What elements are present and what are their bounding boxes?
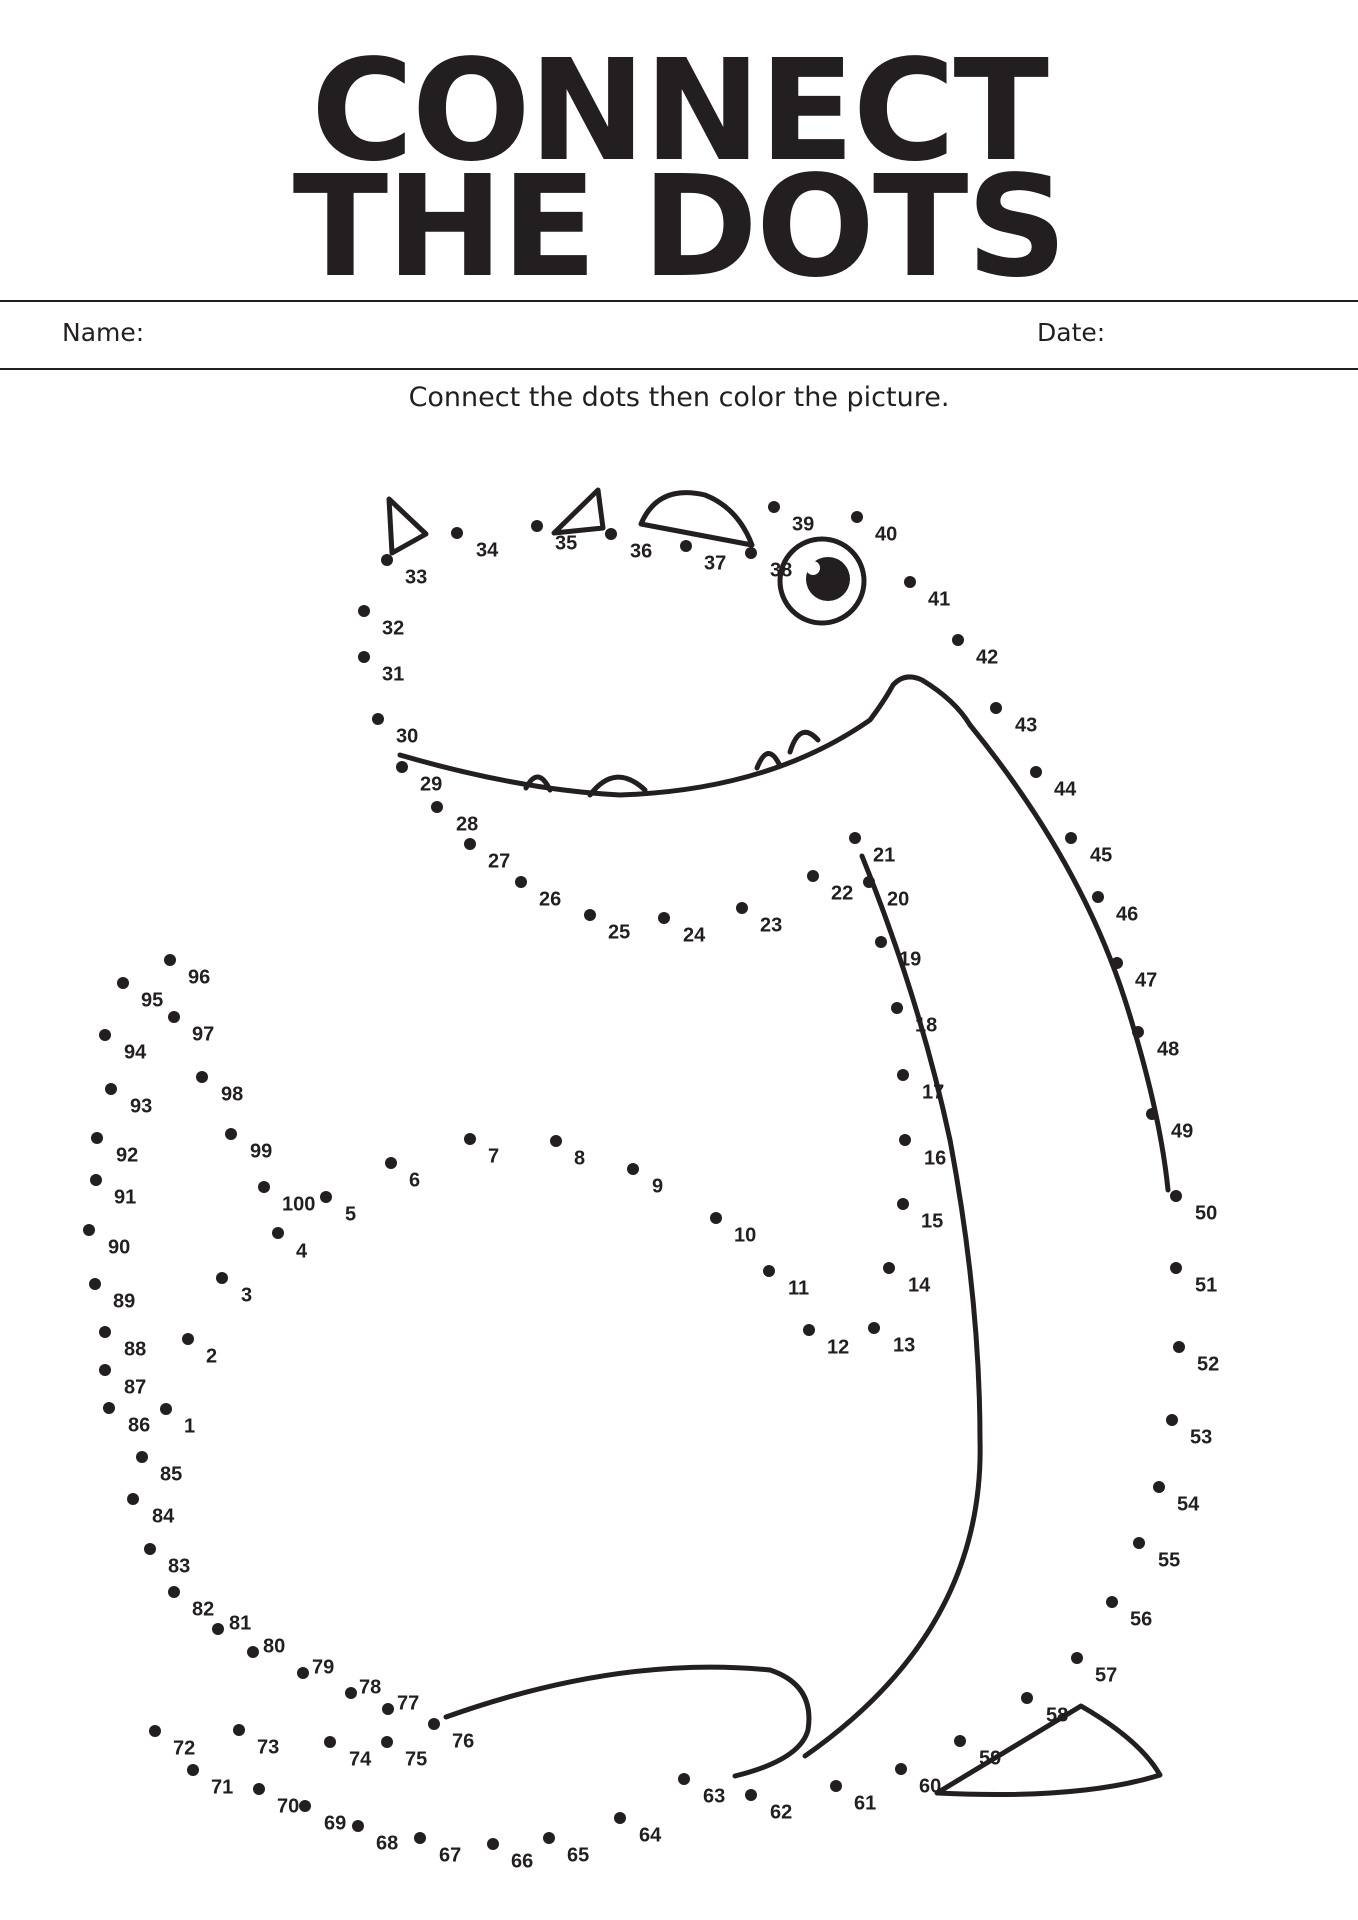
dot-26 <box>515 876 527 888</box>
dot-label-40: 40 <box>875 523 898 546</box>
title-line-1: CONNECT <box>311 30 1047 193</box>
dot-80 <box>247 1646 259 1658</box>
dot-label-48: 48 <box>1157 1038 1180 1061</box>
dot-label-78: 78 <box>359 1676 382 1699</box>
dot-39 <box>768 501 780 513</box>
dot-label-45: 45 <box>1090 844 1113 867</box>
dot-91 <box>90 1174 102 1186</box>
dot-label-22: 22 <box>831 882 854 905</box>
dot-89 <box>89 1278 101 1290</box>
title-line-2: THE DOTS <box>292 146 1066 309</box>
dot-label-68: 68 <box>376 1832 399 1855</box>
dot-6 <box>385 1157 397 1169</box>
dot-54 <box>1153 1481 1165 1493</box>
dot-label-85: 85 <box>160 1463 183 1486</box>
dot-label-76: 76 <box>452 1730 475 1753</box>
dot-18 <box>891 1002 903 1014</box>
dot-84 <box>127 1493 139 1505</box>
dot-51 <box>1170 1262 1182 1274</box>
dot-10 <box>710 1212 722 1224</box>
dot-label-33: 33 <box>405 566 428 589</box>
dot-27 <box>464 838 476 850</box>
dot-74 <box>324 1736 336 1748</box>
dot-label-13: 13 <box>893 1334 916 1357</box>
dot-9 <box>627 1163 639 1175</box>
dot-label-26: 26 <box>539 888 562 911</box>
dot-label-29: 29 <box>420 773 443 796</box>
dot-35 <box>531 520 543 532</box>
dot-4 <box>272 1227 284 1239</box>
name-label: Name: <box>62 318 145 347</box>
dot-label-72: 72 <box>173 1737 196 1760</box>
dot-label-90: 90 <box>108 1236 131 1259</box>
dot-label-71: 71 <box>211 1776 234 1799</box>
dot-40 <box>851 511 863 523</box>
dot-label-15: 15 <box>921 1210 944 1233</box>
dot-20 <box>863 876 875 888</box>
dot-69 <box>299 1800 311 1812</box>
dot-label-24: 24 <box>683 924 706 947</box>
mouth-line <box>400 677 970 795</box>
dot-label-47: 47 <box>1135 969 1158 992</box>
dot-label-53: 53 <box>1190 1426 1213 1449</box>
dot-label-49: 49 <box>1171 1120 1194 1143</box>
dot-label-56: 56 <box>1130 1608 1153 1631</box>
dot-label-11: 11 <box>788 1277 810 1300</box>
dot-label-9: 9 <box>652 1175 664 1198</box>
dot-83 <box>144 1543 156 1555</box>
dot-96 <box>164 954 176 966</box>
dot-label-50: 50 <box>1195 1202 1218 1225</box>
dot-23 <box>736 902 748 914</box>
dot-label-77: 77 <box>397 1692 420 1715</box>
dot-77 <box>382 1703 394 1715</box>
dot-label-27: 27 <box>488 850 511 873</box>
dot-5 <box>320 1191 332 1203</box>
dot-label-5: 5 <box>345 1203 357 1226</box>
dot-label-81: 81 <box>229 1612 252 1635</box>
dot-label-21: 21 <box>873 844 896 867</box>
dot-label-46: 46 <box>1116 903 1139 926</box>
numbered-dots <box>83 501 1219 1872</box>
dot-label-95: 95 <box>141 989 164 1012</box>
dot-label-91: 91 <box>114 1186 137 1209</box>
dot-60 <box>895 1763 907 1775</box>
dot-44 <box>1030 766 1042 778</box>
dot-42 <box>952 634 964 646</box>
dot-label-16: 16 <box>924 1147 947 1170</box>
dot-71 <box>187 1764 199 1776</box>
dot-label-55: 55 <box>1158 1549 1181 1572</box>
dot-92 <box>91 1132 103 1144</box>
dot-78 <box>345 1687 357 1699</box>
dot-55 <box>1133 1537 1145 1549</box>
dot-label-97: 97 <box>192 1023 215 1046</box>
dot-label-8: 8 <box>574 1147 586 1170</box>
dot-label-28: 28 <box>456 813 479 836</box>
dot-label-18: 18 <box>915 1014 938 1037</box>
dot-14 <box>883 1262 895 1274</box>
dot-52 <box>1173 1341 1185 1353</box>
dot-32 <box>358 605 370 617</box>
dot-82 <box>168 1586 180 1598</box>
dot-76 <box>428 1718 440 1730</box>
dot-label-92: 92 <box>116 1144 139 1167</box>
dot-label-34: 34 <box>476 539 499 562</box>
dot-label-25: 25 <box>608 921 631 944</box>
dot-label-43: 43 <box>1015 714 1038 737</box>
dot-47 <box>1111 957 1123 969</box>
dot-label-52: 52 <box>1197 1353 1220 1376</box>
dot-87 <box>99 1364 111 1376</box>
dot-label-99: 99 <box>250 1140 273 1163</box>
dot-label-23: 23 <box>760 914 783 937</box>
dot-1 <box>160 1403 172 1415</box>
dot-label-10: 10 <box>734 1224 757 1247</box>
dot-63 <box>678 1773 690 1785</box>
dot-label-79: 79 <box>312 1656 335 1679</box>
date-label: Date: <box>1037 318 1106 347</box>
dot-label-74: 74 <box>349 1748 372 1771</box>
dot-12 <box>803 1324 815 1336</box>
dot-label-73: 73 <box>257 1736 280 1759</box>
dot-label-70: 70 <box>277 1795 300 1818</box>
dot-66 <box>487 1838 499 1850</box>
dot-65 <box>543 1832 555 1844</box>
dot-70 <box>253 1783 265 1795</box>
dot-label-31: 31 <box>382 663 405 686</box>
dot-label-87: 87 <box>124 1376 147 1399</box>
dot-label-19: 19 <box>899 948 922 971</box>
dot-label-100: 100 <box>282 1193 316 1216</box>
dot-56 <box>1106 1596 1118 1608</box>
dot-label-4: 4 <box>296 1240 308 1263</box>
dot-25 <box>584 909 596 921</box>
dot-29 <box>396 761 408 773</box>
tooth-4 <box>790 732 818 752</box>
dot-label-98: 98 <box>221 1083 244 1106</box>
dot-85 <box>136 1451 148 1463</box>
dot-label-84: 84 <box>152 1505 175 1528</box>
dot-label-42: 42 <box>976 646 999 669</box>
head-spike-right <box>641 493 752 545</box>
dot-62 <box>745 1789 757 1801</box>
dot-label-6: 6 <box>409 1169 421 1192</box>
dot-7 <box>464 1133 476 1145</box>
dot-57 <box>1071 1652 1083 1664</box>
dot-75 <box>381 1736 393 1748</box>
belly-line <box>805 856 980 1756</box>
dot-label-67: 67 <box>439 1844 462 1867</box>
dot-label-38: 38 <box>770 559 793 582</box>
leg-line <box>446 1667 809 1776</box>
dot-86 <box>103 1402 115 1414</box>
dot-34 <box>451 527 463 539</box>
dot-72 <box>149 1725 161 1737</box>
dot-79 <box>297 1667 309 1679</box>
dot-label-58: 58 <box>1046 1704 1069 1727</box>
dot-label-64: 64 <box>639 1824 662 1847</box>
dot-93 <box>105 1083 117 1095</box>
dot-61 <box>830 1780 842 1792</box>
dot-label-65: 65 <box>567 1844 590 1867</box>
dot-100 <box>258 1181 270 1193</box>
dot-99 <box>225 1128 237 1140</box>
dot-46 <box>1092 891 1104 903</box>
dot-3 <box>216 1272 228 1284</box>
head-spike-left <box>389 499 426 553</box>
dot-64 <box>614 1812 626 1824</box>
dot-label-59: 59 <box>979 1747 1002 1770</box>
dot-label-63: 63 <box>703 1785 726 1808</box>
dot-label-20: 20 <box>887 888 910 911</box>
dot-58 <box>1021 1692 1033 1704</box>
dot-label-37: 37 <box>704 552 727 575</box>
dot-36 <box>605 528 617 540</box>
dot-41 <box>904 576 916 588</box>
dot-13 <box>868 1322 880 1334</box>
dot-label-86: 86 <box>128 1414 151 1437</box>
dot-label-88: 88 <box>124 1338 147 1361</box>
dot-53 <box>1166 1414 1178 1426</box>
dot-22 <box>807 870 819 882</box>
dot-24 <box>658 912 670 924</box>
dot-37 <box>680 540 692 552</box>
dot-33 <box>381 554 393 566</box>
dot-label-39: 39 <box>792 513 815 536</box>
dot-label-57: 57 <box>1095 1664 1118 1687</box>
dot-label-82: 82 <box>192 1598 215 1621</box>
dot-label-83: 83 <box>168 1555 191 1578</box>
head-spike-middle <box>554 490 603 533</box>
instructions-text: Connect the dots then color the picture. <box>408 382 950 413</box>
dot-label-44: 44 <box>1054 778 1077 801</box>
dot-16 <box>899 1134 911 1146</box>
dot-label-54: 54 <box>1177 1493 1200 1516</box>
dot-98 <box>196 1071 208 1083</box>
dot-73 <box>233 1724 245 1736</box>
dot-28 <box>431 801 443 813</box>
dot-label-35: 35 <box>555 532 578 555</box>
dot-31 <box>358 651 370 663</box>
dot-label-2: 2 <box>206 1345 218 1368</box>
dot-label-94: 94 <box>124 1041 147 1064</box>
dot-label-69: 69 <box>324 1812 347 1835</box>
dot-38 <box>745 547 757 559</box>
dot-19 <box>875 936 887 948</box>
dot-label-14: 14 <box>908 1274 931 1297</box>
dot-label-32: 32 <box>382 617 405 640</box>
dot-43 <box>990 702 1002 714</box>
dot-50 <box>1170 1190 1182 1202</box>
dot-label-75: 75 <box>405 1748 428 1771</box>
dot-90 <box>83 1224 95 1236</box>
dot-label-36: 36 <box>630 540 653 563</box>
dot-label-1: 1 <box>184 1415 196 1438</box>
dot-21 <box>849 832 861 844</box>
dot-11 <box>763 1265 775 1277</box>
dot-label-7: 7 <box>488 1145 500 1168</box>
dot-45 <box>1065 832 1077 844</box>
dot-label-3: 3 <box>241 1284 253 1307</box>
dot-2 <box>182 1333 194 1345</box>
dot-label-51: 51 <box>1195 1274 1218 1297</box>
dot-label-66: 66 <box>511 1850 534 1873</box>
dot-88 <box>99 1326 111 1338</box>
dot-label-12: 12 <box>827 1336 850 1359</box>
dot-49 <box>1146 1108 1158 1120</box>
dot-59 <box>954 1735 966 1747</box>
dot-67 <box>414 1832 426 1844</box>
eye-highlight <box>806 561 820 575</box>
dot-95 <box>117 977 129 989</box>
dot-8 <box>550 1135 562 1147</box>
dot-label-30: 30 <box>396 725 419 748</box>
dot-68 <box>352 1820 364 1832</box>
dot-label-80: 80 <box>263 1635 286 1658</box>
dot-30 <box>372 713 384 725</box>
dot-label-89: 89 <box>113 1290 136 1313</box>
dot-label-41: 41 <box>928 588 951 611</box>
dot-label-60: 60 <box>919 1775 942 1798</box>
dot-17 <box>897 1069 909 1081</box>
dot-label-17: 17 <box>922 1081 945 1104</box>
dot-label-96: 96 <box>188 966 211 989</box>
dot-label-61: 61 <box>854 1792 877 1815</box>
dot-15 <box>897 1198 909 1210</box>
dot-94 <box>99 1029 111 1041</box>
dot-48 <box>1132 1026 1144 1038</box>
dot-label-62: 62 <box>770 1801 793 1824</box>
dot-97 <box>168 1011 180 1023</box>
dot-label-93: 93 <box>130 1095 153 1118</box>
dot-81 <box>212 1623 224 1635</box>
